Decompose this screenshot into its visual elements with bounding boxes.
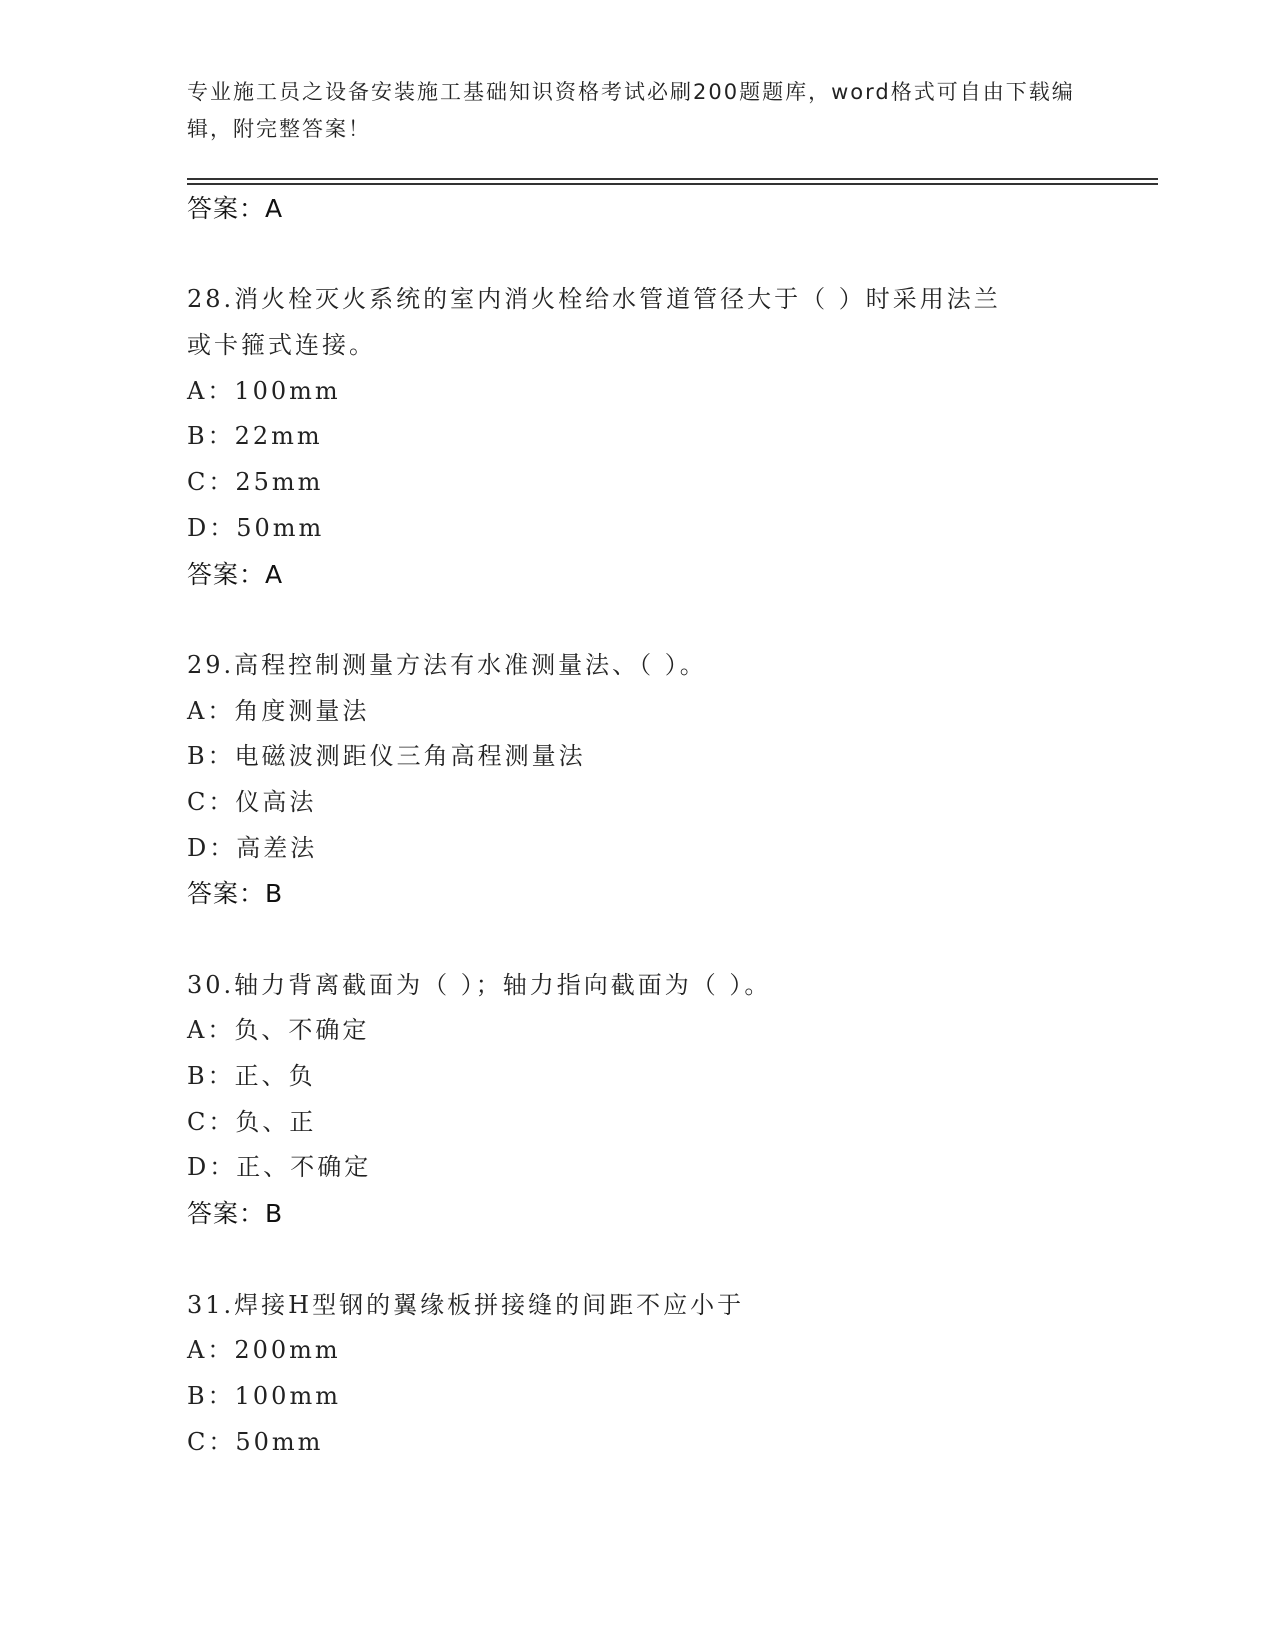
option-b: B：正、负 [187,1062,316,1091]
question-stem: 29.高程控制测量方法有水准测量法、（ ）。 [187,650,707,679]
question-30 [187,963,1127,1237]
spacer [187,917,1127,963]
option-d: D：高差法 [187,833,318,862]
option-c: C：25mm [187,468,324,497]
question-stem-continued: 或卡箍式连接。 [187,331,376,360]
question-31 [187,1283,1127,1466]
header-rule-top [187,178,1158,180]
question-29 [187,643,1127,917]
option-b: B：100mm [187,1381,341,1410]
question-28 [187,277,1127,597]
option-a: A：负、不确定 [187,1016,370,1045]
option-a: A：100mm [187,376,341,405]
option-c: C：负、正 [187,1107,317,1136]
option-d: D：50mm [187,513,325,542]
header-rule-bottom [187,183,1158,185]
option-d: D：正、不确定 [187,1153,372,1182]
option-c: C：50mm [187,1427,324,1456]
option-a: A：200mm [187,1336,341,1365]
question-stem: 31.焊接H型钢的翼缘板拼接缝的间距不应小于 [187,1290,745,1319]
previous-answer: 答案：A [187,194,284,223]
question-content [187,186,1127,1465]
answer: 答案：B [187,879,284,909]
answer: 答案：B [187,1199,284,1229]
spacer [187,1237,1127,1283]
question-stem: 30.轴力背离截面为（ ）；轴力指向截面为（ ）。 [187,970,772,999]
spacer [187,232,1127,278]
answer: 答案：A [187,559,284,589]
spacer [187,597,1127,643]
option-b: B：22mm [187,422,323,451]
option-c: C：仪高法 [187,787,317,816]
question-stem: 28.消火栓灭火系统的室内消火栓给水管道管径大于（ ）时采用法兰 [187,285,1001,314]
document-header: 专业施工员之设备安装施工基础知识资格考试必刷200题题库，word格式可自由下载编辑，附完整答案！ [187,80,1075,141]
option-b: B：电磁波测距仪三角高程测量法 [187,742,586,771]
option-a: A：角度测量法 [187,696,370,725]
